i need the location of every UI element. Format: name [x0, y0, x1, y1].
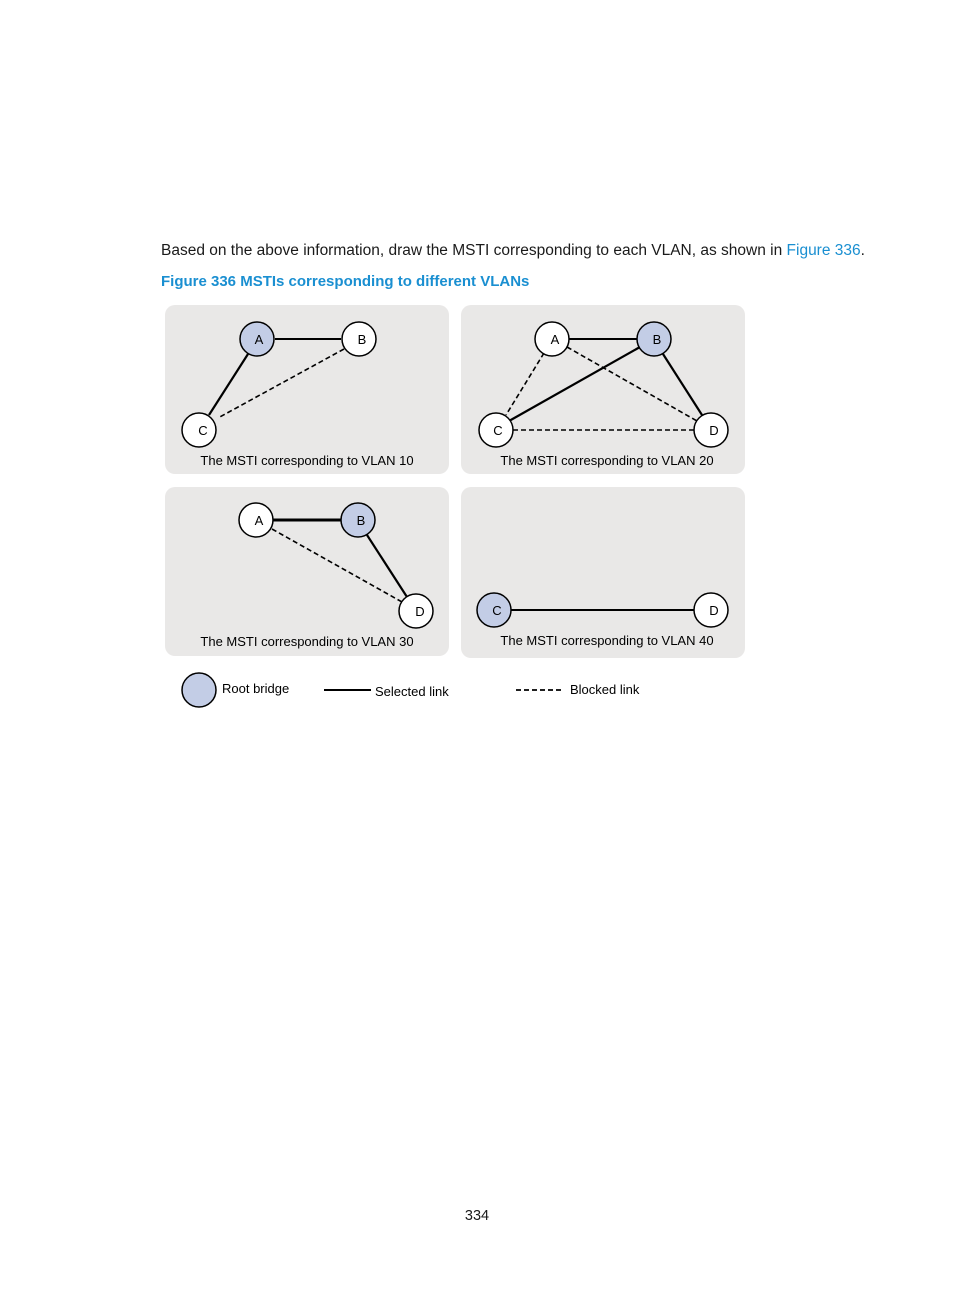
node-label: A	[550, 332, 560, 347]
page-number: 334	[464, 1208, 490, 1224]
node-a-root-bridge	[240, 322, 274, 356]
panel-4-caption: The MSTI corresponding to VLAN 40	[500, 633, 714, 648]
panel-vlan-20	[461, 305, 745, 474]
node-label: D	[415, 604, 425, 619]
panel-2-caption: The MSTI corresponding to VLAN 20	[500, 453, 714, 468]
legend	[182, 673, 640, 707]
node-b	[342, 322, 376, 356]
panel-vlan-30	[165, 487, 449, 656]
figure-link[interactable]: Figure 336	[786, 242, 861, 259]
node-d	[399, 594, 433, 628]
node-label: C	[198, 423, 208, 438]
node-label: B	[356, 513, 366, 528]
panel-3-caption: The MSTI corresponding to VLAN 30	[200, 634, 414, 649]
node-label: C	[492, 603, 502, 618]
figure-caption: Figure 336 MSTIs corresponding to different VLANs	[161, 273, 530, 290]
intro-text-end: .	[860, 242, 865, 259]
node-label: D	[709, 423, 719, 438]
node-label: A	[254, 513, 264, 528]
legend-root-bridge-icon	[182, 673, 216, 707]
node-d	[694, 593, 728, 627]
node-c	[182, 413, 216, 447]
legend-blocked-link-label: Blocked link	[570, 682, 640, 697]
node-label: B	[357, 332, 367, 347]
node-a	[535, 322, 569, 356]
node-label: D	[709, 603, 719, 618]
node-label: C	[493, 423, 503, 438]
legend-selected-link-label: Selected link	[375, 684, 449, 699]
node-c-root-bridge	[477, 593, 511, 627]
node-b-root-bridge	[637, 322, 671, 356]
node-d	[694, 413, 728, 447]
node-label: B	[652, 332, 662, 347]
node-a	[239, 503, 273, 537]
panel-1-caption: The MSTI corresponding to VLAN 10	[200, 453, 414, 468]
node-c	[479, 413, 513, 447]
node-b-root-bridge	[341, 503, 375, 537]
node-label: A	[254, 332, 264, 347]
legend-root-bridge-label: Root bridge	[222, 681, 290, 696]
panel-vlan-10	[165, 305, 449, 474]
intro-text: Based on the above information, draw the MSTI corresponding to each VLAN, as shown in	[161, 242, 787, 259]
